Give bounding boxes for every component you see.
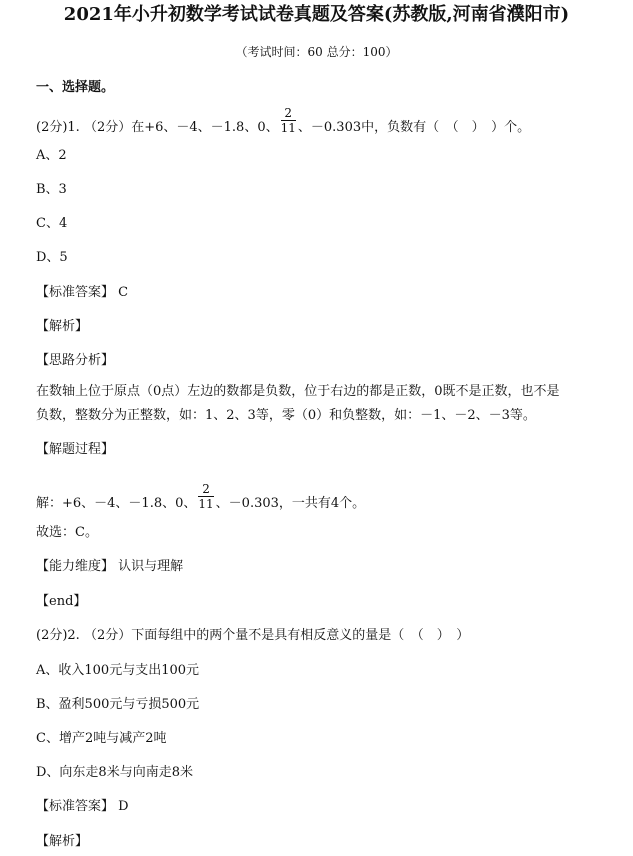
question-1-stem-suffix: 、－0.303中，负数有（ （ ） ）个。 [297, 120, 531, 135]
question-1-option-b: B、3 [36, 182, 67, 197]
question-1-option-a: A、2 [36, 148, 67, 163]
question-1-conclusion: 故选：C。 [36, 525, 98, 540]
question-1-stem-prefix: (2分)1. （2分）在+6、－4、－1.8、0、 [36, 120, 279, 135]
document-title: 2021年小升初数学考试试卷真题及答案(苏教版,河南省濮阳市) [63, 4, 570, 25]
question-1-end: 【end】 [36, 594, 87, 609]
question-1-option-d: D、5 [36, 250, 68, 265]
question-2-analysis-label: 【解析】 [36, 834, 89, 849]
question-2-option-c: C、增产2吨与减产2吨 [36, 731, 167, 746]
question-2-answer [36, 799, 129, 815]
fraction [281, 106, 296, 135]
question-1-option-c: C、4 [36, 216, 68, 231]
exam-info: （考试时间：60 总分：100） [235, 45, 398, 59]
question-2-option-a: A、收入100元与支出100元 [36, 663, 200, 678]
answer-label: 【标准答案】 [36, 799, 115, 814]
answer-value: D [118, 799, 129, 814]
question-1-thinking-line-1: 在数轴上位于原点（0点）左边的数都是负数，位于右边的都是正数，0既不是正数，也不是 [36, 384, 560, 399]
process-suffix: 、－0.303，一共有4个。 [215, 496, 366, 511]
fraction-denominator: 11 [280, 121, 296, 135]
question-1-ability [36, 559, 183, 575]
question-1-stem [36, 106, 531, 142]
fraction [198, 482, 213, 511]
question-2-option-b: B、盈利500元与亏损500元 [36, 697, 200, 712]
fraction-numerator: 2 [198, 482, 213, 497]
ability-value: 认识与理解 [118, 559, 184, 574]
fraction-denominator: 11 [198, 497, 214, 511]
question-1-process [36, 482, 366, 518]
question-1-answer [36, 285, 128, 301]
question-1-analysis-label: 【解析】 [36, 319, 89, 334]
question-2-option-d: D、向东走8米与向南走8米 [36, 765, 193, 780]
question-1-thinking-label: 【思路分析】 [36, 353, 115, 368]
fraction-numerator: 2 [281, 106, 296, 121]
question-2-stem: (2分)2. （2分）下面每组中的两个量不是具有相反意义的量是（ （ ） ） [36, 628, 470, 643]
answer-value: C [118, 285, 129, 300]
question-1-thinking-line-2: 负数，整数分为正整数，如：1、2、3等，零（0）和负整数，如：－1、－2、－3等。 [36, 408, 536, 423]
ability-label: 【能力维度】 [36, 559, 115, 574]
question-1-process-label: 【解题过程】 [36, 442, 115, 457]
answer-label: 【标准答案】 [36, 285, 115, 300]
process-prefix: 解：+6、－4、－1.8、0、 [36, 496, 197, 511]
section-heading: 一、选择题。 [36, 80, 115, 95]
